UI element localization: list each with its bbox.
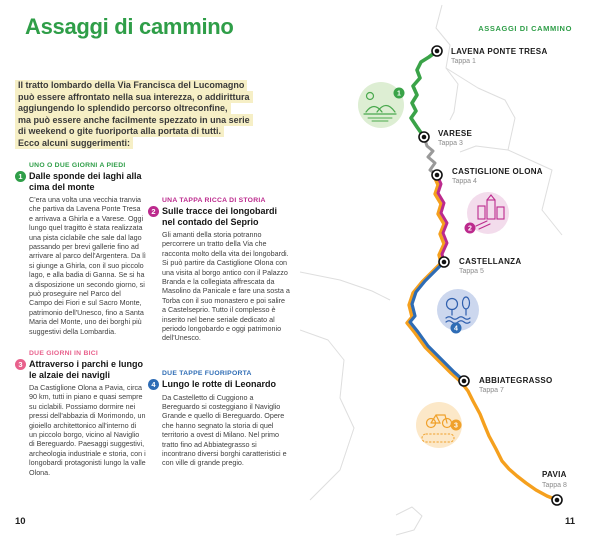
section-history [148,197,291,343]
svg-text:Tappa 4: Tappa 4 [452,178,477,185]
intro-line: può essere affrontato nella sua interezza, o addirittura [15,87,305,99]
svg-text:2: 2 [468,225,472,233]
svg-text:PAVIA: PAVIA [542,470,567,479]
section-title: Dalle sponde dei laghi alla cima del monte [29,171,142,192]
svg-text:Tappa 1: Tappa 1 [451,58,476,65]
section-title: Sulle tracce dei longobardi nel contado del Seprio [162,206,278,227]
section-kicker: UNO O DUE GIORNI A PIEDI [29,162,126,169]
section-body: Da Castelletto di Cuggiono a Bereguardo si costeggiano il Naviglio Grande e quello di Bereguardo. Opere che hanno segnato la storia di quel territorio a ovest di Milano. Nel primo tratto fino ad Abbiategrasso si incontrano diversi borghi caratteristici e con ville di grande pregio. [162,392,287,468]
svg-text:3: 3 [454,422,458,430]
bicycle-loop-icon [416,402,462,448]
svg-text:Tappa 3: Tappa 3 [438,140,463,147]
stop-castellanza [439,257,521,275]
svg-text:4: 4 [454,325,458,333]
section-body: Da Castiglione Olona a Pavia, circa 90 km, tutti in piano e quasi sempre su ciclabili. Possiamo dormire nei pressi dell'abbazia di Morimondo, un gioiello architettonico all'interno di un piccolo borgo, vicino al Naviglio di Bereguardo. Paesaggi suggestivi, archeologia industriale e storia, con i longobardi protagonisti lungo la valle Olona. [29,383,146,477]
intro-paragraph [15,75,305,148]
map-boundary-lines [300,5,562,535]
section-title: Attraverso i parchi e lungo le alzaie dei navigli [29,359,144,380]
intro-line: Ecco alcuni suggerimenti: [15,133,305,145]
svg-text:CASTIGLIONE OLONA: CASTIGLIONE OLONA [452,167,543,176]
section-body: Gli amanti della storia potranno percorrere un tratto della Via che racconta molto della vita dei longobardi. Si può partire da Castiglione Olona con una visita al borgo antico con il Palazzo Branda e la collegiata affrescata da Masolino da Panicale e fare una sosta a Torba con il suo monastero e poi salire a Castelseprio. Tutto il complesso è inserito nel bene seriale dedicato al periodo longobardo e oggi patrimonio dell'Unesco. [162,230,290,343]
svg-text:1: 1 [397,90,401,98]
svg-text:Tappa 8: Tappa 8 [542,482,567,489]
svg-text:LAVENA PONTE TRESA: LAVENA PONTE TRESA [451,47,548,56]
section-number-badge: 4 [148,379,159,390]
mountain-landscape-icon [358,82,405,128]
route-map [300,0,600,548]
page-number-right: 11 [564,516,575,527]
page-title: Assaggi di cammino [25,14,234,39]
intro-line: ma può essere anche facilmente spezzato in una serie [15,110,305,122]
section-kicker: UNA TAPPA RICCA DI STORIA [162,197,266,204]
stop-castiglione-olona [432,167,543,185]
section-kicker: DUE TAPPE FUORIPORTA [162,370,252,377]
section-number-badge: 1 [15,171,26,182]
section-cycling [15,350,146,477]
svg-text:CASTELLANZA: CASTELLANZA [459,257,522,266]
section-walking [15,162,146,336]
svg-text:ABBIATEGRASSO: ABBIATEGRASSO [479,376,553,385]
svg-text:VARESE: VARESE [438,129,473,138]
section-body: C'era una volta una vecchia tranvia che partiva da Lavena Ponte Tresa e arrivava a Ghirla e a Varese. Oggi lungo quel tragitto è stata realizzata una pista ciclabile che sale dal lago passando per brevi gallerie fino ad arrivare al parco dell'Argentera. Da lì si giunge a Ghirla, con il suo piccolo lago, e alla badia di Ganna. Se si ha a disposizione un secondo giorno, si può proseguire nel Parco del Campo dei Fiori e sul Sacro Monte, patrimonio dell'Unesco, fino a Santa Maria del Monte, uno dei borghi più suggestivi della Lombardia. [29,195,146,336]
running-head: ASSAGGI DI CAMMINO [478,24,572,33]
stop-abbiategrasso [459,376,553,394]
intro-line: aggiungendo lo splendido percorso oltreconfine, [15,98,305,110]
section-kicker: DUE GIORNI IN BICI [29,350,99,357]
section-leonardo [148,370,291,468]
svg-text:Tappa 5: Tappa 5 [459,268,484,275]
route-green-lavena-varese [411,51,437,137]
route-varese-castiglione [424,137,437,175]
stop-pavia [542,470,567,505]
section-title: Lungo le rotte di Leonardo [162,379,276,389]
historic-town-icon [465,192,510,234]
trees-and-river-icon [437,289,479,334]
svg-text:Tappa 7: Tappa 7 [479,387,504,394]
section-number-badge: 3 [15,359,26,370]
intro-line: di weekend o gite fuoriporta alla portata di tutti. [15,121,305,133]
intro-line: Il tratto lombardo della Via Francisca del Lucomagno [15,75,305,87]
section-number-badge: 2 [148,206,159,217]
page-number-left: 10 [15,516,26,527]
